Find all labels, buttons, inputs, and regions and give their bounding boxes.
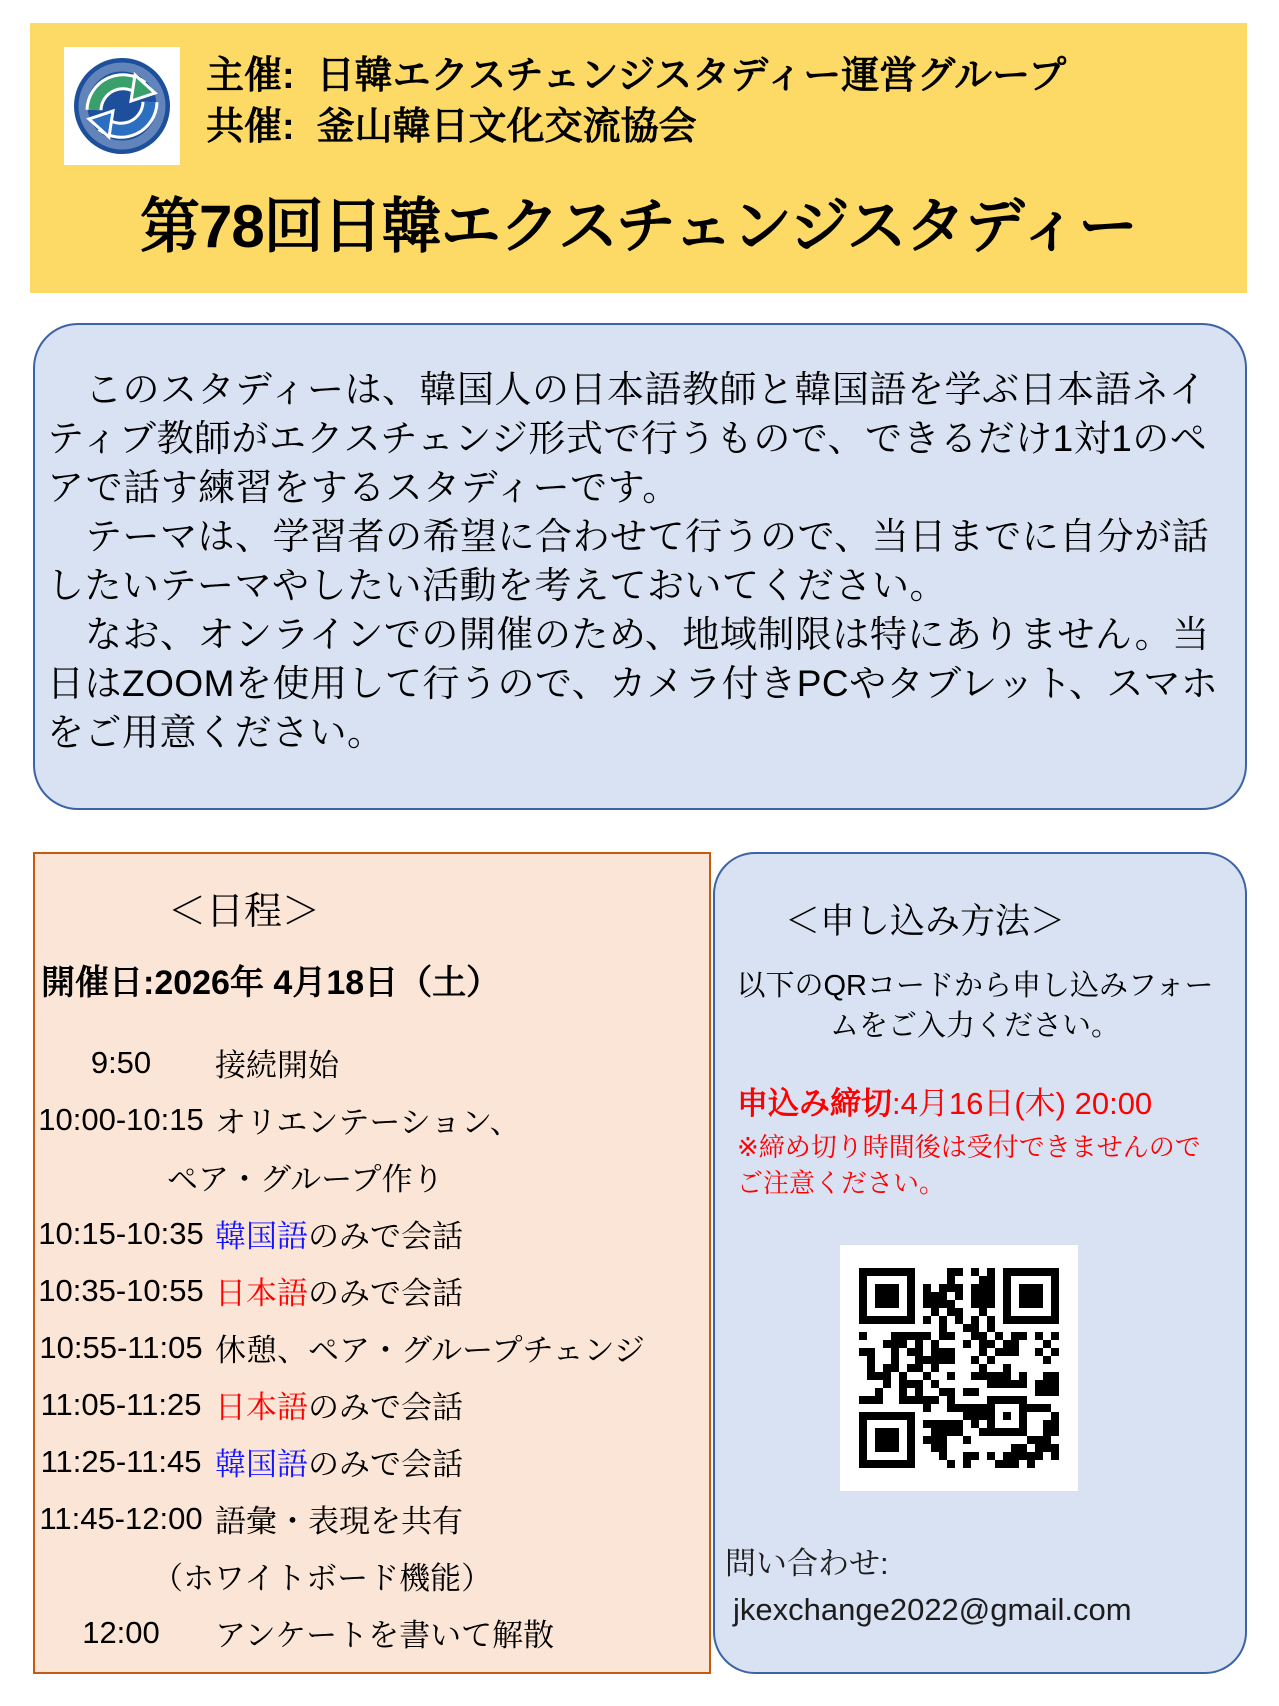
schedule-row (35, 1262, 709, 1319)
schedule-row (35, 1148, 709, 1205)
deadline-line (737, 1078, 1227, 1123)
description-paragraph: テーマは、学習者の希望に合わせて行うので、当日までに自分が話したいテーマやしたい活動を考えておいてください。 (47, 516, 1210, 606)
schedule-panel (33, 852, 711, 1674)
schedule-time: 12:00 (82, 1614, 160, 1650)
header-banner (30, 23, 1247, 293)
schedule-row (35, 1376, 709, 1433)
organizer-line (206, 51, 1066, 102)
schedule-activity: 韓国語のみで会話 (215, 1219, 463, 1254)
event-title: 第78回日韓エクスチェンジスタディー (139, 193, 1138, 260)
contact-email: jkexchange2022@gmail.com (733, 1592, 1132, 1627)
schedule-row (35, 1490, 709, 1547)
contact-block (725, 1541, 1245, 1633)
schedule-activity: 日本語のみで会話 (215, 1276, 463, 1311)
schedule-activity: 語彙・表現を共有 (215, 1504, 463, 1539)
application-instruction: 以下のQRコードから申し込みフォームをご入力ください。 (736, 970, 1214, 1042)
schedule-activity: 休憩、ペア・グループチェンジ (215, 1333, 645, 1368)
schedule-time: 11:05-11:25 (40, 1386, 202, 1422)
co-organizer-line (206, 102, 1066, 153)
qr-code (840, 1245, 1078, 1491)
co-organizer-label: 共催: (206, 106, 295, 148)
description-paragraph: なお、オンラインでの開催のため、地域制限は特にありません。当日はZOOMを使用して行うので、カメラ付きPCやタブレット、スマホをご用意ください。 (47, 614, 1219, 753)
schedule-time: 11:45-12:00 (39, 1500, 203, 1536)
application-panel (713, 852, 1247, 1674)
organization-logo (64, 47, 180, 165)
schedule-time: 10:55-11:05 (39, 1329, 203, 1365)
schedule-row (35, 1547, 709, 1604)
organizer-label: 主催: (206, 55, 295, 97)
schedule-time: 11:25-11:45 (40, 1443, 202, 1479)
schedule-activity: 韓国語のみで会話 (215, 1447, 463, 1482)
organizer-lines (206, 47, 1066, 153)
schedule-time: 10:35-10:55 (38, 1272, 204, 1308)
schedule-row (35, 1319, 709, 1376)
schedule-row (35, 1034, 709, 1091)
deadline-note: ※締め切り時間後は受付できませんので ご注意ください。 (737, 1132, 1227, 1198)
qr-code-image (859, 1268, 1059, 1468)
organizer-name: 日韓エクスチェンジスタディー運営グループ (316, 55, 1067, 97)
description-paragraph: このスタディーは、韓国人の日本語教師と韓国語を学ぶ日本語ネイティブ教師がエクスチェンジ形式で行うもので、できるだけ1対1のペアで話す練習をするスタディーです。 (47, 369, 1208, 508)
banner-top (30, 23, 1247, 165)
schedule-row (35, 1091, 709, 1148)
co-organizer-name: 釜山韓日文化交流協会 (316, 106, 697, 148)
contact-label: 問い合わせ: (725, 1546, 889, 1581)
schedule-row (35, 1604, 709, 1661)
schedule-time: 9:50 (90, 1044, 152, 1080)
schedule-time: 10:15-10:35 (38, 1215, 204, 1251)
schedule-activity: ペア・グループ作り (167, 1162, 444, 1197)
schedule-heading: ＜日程＞ (168, 891, 321, 933)
deadline-value: :4月16日(木) 20:00 (892, 1086, 1153, 1121)
exchange-arrows-icon (69, 53, 175, 159)
description-panel (33, 323, 1247, 810)
schedule-activity: 日本語のみで会話 (215, 1390, 463, 1425)
schedule-activity: 接続開始 (215, 1048, 339, 1083)
schedule-time: 10:00-10:15 (38, 1101, 204, 1137)
schedule-row (35, 1433, 709, 1490)
schedule-row (35, 1205, 709, 1262)
event-date: 開催日:2026年 4月18日（土） (41, 964, 501, 1002)
schedule-activity: オリエンテーション、 (215, 1105, 521, 1140)
application-heading: ＜申し込み方法＞ (784, 902, 1065, 941)
schedule-activity: （ホワイトボード機能） (152, 1561, 493, 1596)
schedule-rows (35, 1034, 709, 1661)
deadline-label: 申込み締切 (737, 1086, 892, 1121)
schedule-activity: アンケートを書いて解散 (215, 1618, 555, 1653)
